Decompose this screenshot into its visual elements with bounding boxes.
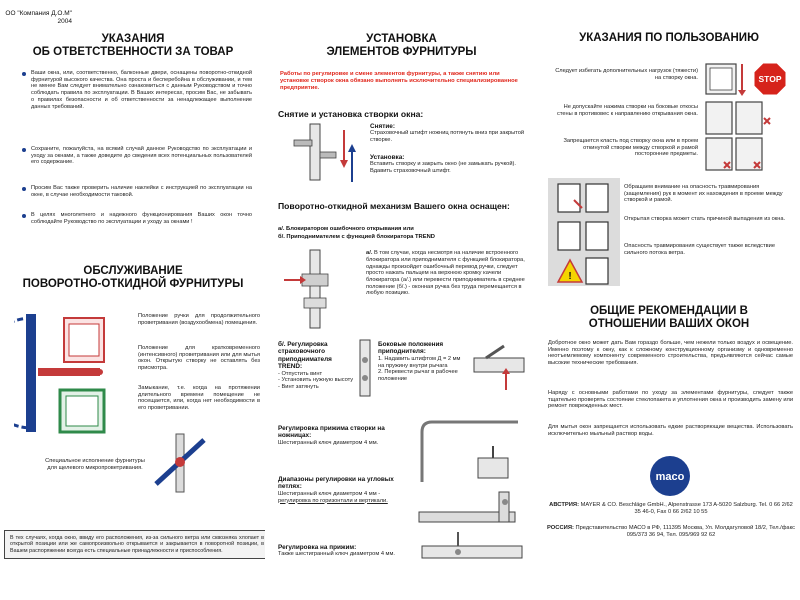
liability-bullet-4: В целях многолетнего и надежного функционирования Ваших окон точно соблюдайте Руководство по эксплуатации и уходу за окнами ! bbox=[22, 212, 252, 225]
scissors-pressure-block: Регулировка прижима створки на ножницах: Шестигранный ключ диаметром 4 мм. bbox=[278, 425, 385, 446]
risk-wind: Опасность травмирования существует также вследствие сильного потока ветра. bbox=[624, 243, 775, 256]
clamp-block: Регулировка на прижим: Также шестигранный ключ диаметром 4 мм. bbox=[278, 544, 395, 558]
clamp-illustration bbox=[418, 530, 528, 570]
column-usage-and-recommendations bbox=[538, 0, 800, 600]
general-paragraph-3: Для мытья окон запрещается использовать едкие растворяющие вещества. Использовать исключительно мыльный раствор воды. bbox=[548, 424, 793, 437]
service-title: ОБСЛУЖИВАНИЕ ПОВОРОТНО-ОТКИДНОЙ ФУРНИТУРЫ bbox=[22, 265, 244, 290]
svg-text:STOP: STOP bbox=[758, 74, 782, 84]
mechanism-option-b: б/. Приподнимателем с функцией блокиратора TREND bbox=[278, 234, 435, 240]
general-paragraph-2: Наряду с основными работами по уходу за элементами фурнитуры, следует также тщательно проверять состояние стеклопакета и уплотнения окна и производить замену или ремонт поврежденных мест. bbox=[548, 390, 793, 410]
micro-ventilation-caption: Специальное исполнение фурнитуры для щелевого микропроветривания. bbox=[45, 458, 145, 471]
corner-hinge-block: Диапазоны регулировки на угловых петлях: Шестигранный ключ диаметром 4 мм - регулировка по горизонтали и вертикали. bbox=[278, 476, 394, 504]
scissors-illustration bbox=[418, 418, 528, 488]
risk-pinching: Обращаем внимание на опасность травмирования (защемления) рук в момент их нахождения в проеме между створкой и рамой. bbox=[624, 184, 783, 204]
liability-bullet-2: Сохраните, пожалуйста, на всякий случай данное Руководство по эксплуатации и уходу за окнами, а также доведите до сведения всех потенциальных пользователей его содержание. bbox=[22, 146, 252, 166]
general-title: ОБЩИЕ РЕКОМЕНДАЦИИ В ОТНОШЕНИИ ВАШИХ ОКОН bbox=[588, 305, 750, 330]
window-pressure-illustration bbox=[702, 98, 772, 138]
bullet-icon bbox=[22, 72, 26, 76]
usage-warning-pressure: Не допускайте нажима створки на боковые откосы стены в противовес к направлению открывания окна. bbox=[556, 104, 698, 117]
lift-illustration bbox=[356, 338, 374, 398]
usage-warning-load: Следует избегать дополнительных нагрузок (тяжести) на створку окна. bbox=[555, 68, 698, 81]
side-positions-block: Боковые положения приподнителя: 1. Надавить штифтом Д = 2 мм на пружину внутри рычага 2. Перевести рычаг в рабочее положение bbox=[378, 341, 461, 382]
bullet-icon bbox=[22, 187, 26, 191]
svg-text:!: ! bbox=[568, 271, 572, 282]
accessory-note: В тех случаях, когда окно, ввиду его расположения, из-за сильного ветра или сквозняка хлопает в открытой позиции или же самопроизвольно открывается и закрывается в поворотной позиции, в Вашем распоряжении всегда есть специальные принадлежности и приспособления. bbox=[4, 530, 265, 559]
maco-logo bbox=[648, 454, 692, 498]
blocker-illustration bbox=[282, 248, 352, 330]
install-block: Установка: Вставить створку и закрыть окно (не замыкать ручкой). Вдавить страховочный штифт. bbox=[370, 154, 516, 175]
liability-bullet-3: Просим Вас также проверить наличие наклейки с инструкцией по эксплуатации на окне, в случае необходимости таковой. bbox=[22, 185, 252, 198]
lift-adjustment-block: б/. Регулировка страховочного приподнимателя TREND: - Отпустить винт - Установить нужную высоту - Винт затянуть bbox=[278, 341, 354, 391]
company-credit bbox=[0, 10, 72, 25]
side-lever-illustration bbox=[466, 344, 530, 394]
contact-russia: РОССИЯ: Представительство МАСО в РФ, 111395 Москва, Ул. Молдагуловой 18/2, Тел./факс 095/373 36 94, Тел. 095/969 92 62 bbox=[547, 525, 795, 538]
sash-removal-illustration bbox=[280, 120, 360, 190]
mechanism-option-a: а/. Блокиратором ошибочного открывания или bbox=[278, 226, 414, 232]
contact-austria: АВСТРИЯ: MAYER & CO. Beschläge GmbH., Alpenstrasse 173 A-5020 Salzburg. Tel. 0 66 2/62 35 46-0, Fax 0 66 2/62 10 55 bbox=[549, 502, 793, 515]
specialist-warning: Работы по регулировке и смене элементов фурнитуры, а также снятию или установке створок окна обязано выполнять исключительно специализированное предприятие. bbox=[280, 71, 518, 91]
handle-position-ventilation: Положение ручки для продолжительного проветривания (воздухообмена) помещения. bbox=[138, 313, 260, 326]
year: 2004 bbox=[57, 17, 72, 25]
window-objects-illustration bbox=[702, 134, 772, 174]
stop-sign-icon bbox=[753, 62, 787, 96]
bullet-icon bbox=[22, 214, 26, 218]
handle-position-turn: Положение для кратковременного (интенсивного) проветривания или для мытья окон. Открытую створку не оставлять без присмотра. bbox=[138, 345, 260, 372]
risk-falling: Открытая створка может стать причиной выпадения из окна. bbox=[624, 216, 786, 222]
micro-ventilation-illustration bbox=[150, 432, 210, 494]
usage-warning-objects: Запрещается класть под створку окна или в проем откинутой створки между створкой и рамой посторонние предметы. bbox=[563, 138, 698, 158]
mechanism-title: Поворотно-откидной механизм Вашего окна оснащен: bbox=[278, 201, 510, 211]
company-name: ОО "Компания Д.О.М" bbox=[5, 10, 72, 17]
removal-title: Снятие и установка створки окна: bbox=[278, 109, 424, 119]
liability-bullet-1: Ваши окна, или, соответственно, балконные двери, оснащены поворотно-откидной фурнитурой высокого качества. Она проста и бесперебойна в обслуживании, и тем не менее Вам следует внимательно ознакомиться с данным Руководством и точно соблюдать правила по эксплуатации. В Ваших интересах, просим Вас, не забывать о правилах безопасности и об ответственности за ненадлежащее выполнение данных требований. bbox=[22, 70, 252, 110]
mechanism-description: а/. В том случае, когда несмотря на наличие встроенного блокиратора или приподнимателя с функцией блокиратора, однажды произойдет ошибочный перевод ручки, следует просто нажать пальцем на верхнюю кромку качели блокиратора (а/.) или перевести приподниматель в среднее положение (б/.) - оконная ручка без труда перемещается в любую позицию. bbox=[366, 250, 525, 297]
handle-positions-illustration bbox=[14, 308, 124, 438]
usage-title: УКАЗАНИЯ ПО ПОЛЬЗОВАНИЮ bbox=[579, 32, 759, 44]
general-paragraph-1: Добротное окно может дать Вам гораздо больше, чем нежели только воздух и освещение. Именно поэтому к окну, как к сложному конструкционному организму и одновременно неотъемлемому компоненту современного строительства, предъявляются сейчас самые высокие технические требования. bbox=[548, 340, 793, 367]
column-hardware-installation bbox=[268, 0, 535, 600]
handle-position-closed: Замыкание, т.е. когда на протяжении длительного времени помещение не посещается, или, когда нет необходимости в его проветривании. bbox=[138, 385, 260, 412]
svg-text:maco: maco bbox=[655, 471, 685, 483]
removal-block: Снятие: Страховочный штифт ножниц потянуть вниз при закрытой створке. bbox=[370, 123, 525, 144]
liability-title: УКАЗАНИЯ ОБ ОТВЕТСТВЕННОСТИ ЗА ТОВАР bbox=[32, 33, 234, 58]
column-liability-and-operation bbox=[0, 0, 265, 600]
risk-panel bbox=[548, 178, 620, 286]
window-load-illustration bbox=[702, 60, 750, 98]
bullet-icon bbox=[22, 148, 26, 152]
installation-title: УСТАНОВКА ЭЛЕМЕНТОВ ФУРНИТУРЫ bbox=[326, 33, 477, 58]
